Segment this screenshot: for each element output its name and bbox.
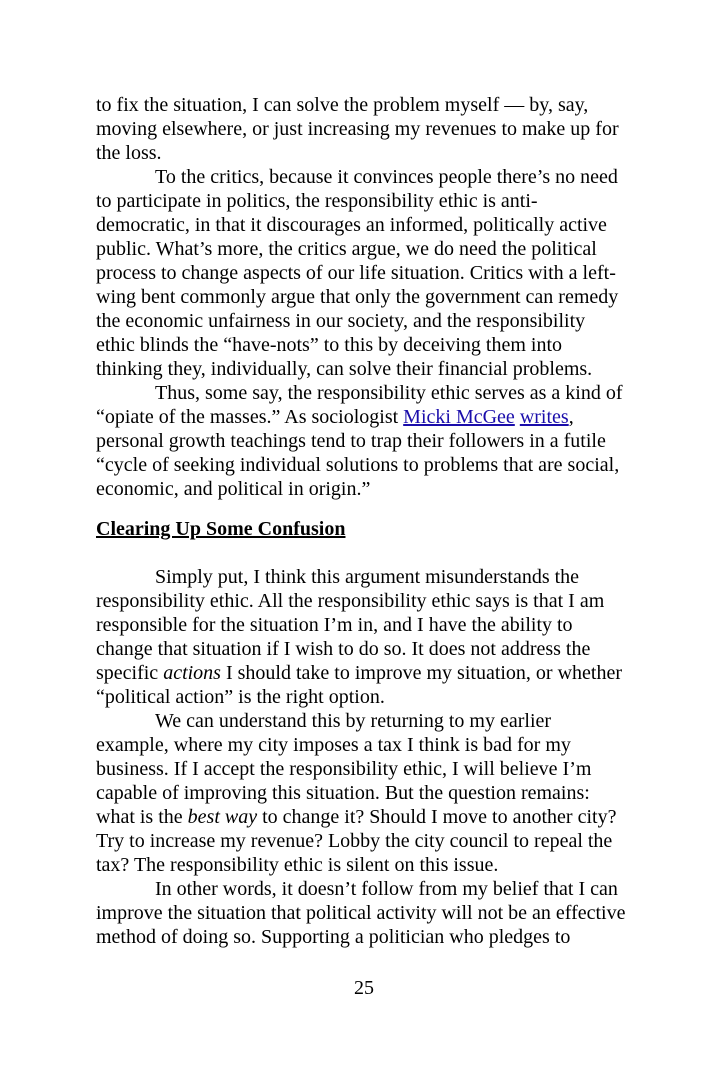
- paragraph-line: to fix the situation, I can solve the problem myself — by, say,: [96, 94, 589, 116]
- paragraph-line: economic, and political in origin.”: [96, 478, 371, 500]
- paragraph-line: Thus, some say, the responsibility ethic serves as a kind of: [155, 382, 623, 404]
- text-span: “opiate of the masses.” As sociologist: [96, 406, 404, 428]
- paragraph-line: wing bent commonly argue that only the government can remedy: [96, 286, 619, 308]
- paragraph-line: example, where my city imposes a tax I think is bad for my: [96, 734, 571, 756]
- text-span: to change it? Should I move to another city?: [257, 806, 617, 828]
- paragraph-line: tax? The responsibility ethic is silent on this issue.: [96, 854, 499, 876]
- paragraph-line: We can understand this by returning to my earlier: [155, 710, 552, 732]
- paragraph-line: In other words, it doesn’t follow from my belief that I can: [155, 878, 618, 900]
- paragraph-line: moving elsewhere, or just increasing my revenues to make up for: [96, 118, 619, 140]
- paragraph-line: “cycle of seeking individual solutions to problems that are social,: [96, 454, 620, 476]
- paragraph-line: responsible for the situation I’m in, and I have the ability to: [96, 614, 573, 636]
- paragraph-line: change that situation if I wish to do so. It does not address the: [96, 638, 591, 660]
- paragraph-line: Try to increase my revenue? Lobby the city council to repeal the: [96, 830, 613, 852]
- paragraph-line: public. What’s more, the critics argue, we do need the political: [96, 238, 597, 260]
- paragraph-line: [96, 405, 636, 429]
- emphasis: actions: [163, 662, 221, 684]
- paragraph-line: “political action” is the right option.: [96, 686, 385, 708]
- paragraph-line: the loss.: [96, 142, 162, 164]
- paragraph-line: Simply put, I think this argument misunderstands the: [155, 566, 580, 588]
- paragraph-line: [96, 805, 636, 829]
- text-span: I should take to improve my situation, or whether: [220, 662, 623, 684]
- paragraph-line: process to change aspects of our life situation. Critics with a left-: [96, 262, 616, 284]
- paragraph-line: democratic, in that it discourages an informed, politically active: [96, 214, 607, 236]
- paragraph-line: To the critics, because it convinces people there’s no need: [155, 166, 618, 188]
- text-span: what is the: [96, 806, 188, 828]
- paragraph-line: ethic blinds the “have-nots” to this by deceiving them into: [96, 334, 563, 356]
- text-span: specific: [96, 662, 164, 684]
- text-span: ,: [568, 406, 574, 428]
- paragraph-line: thinking they, individually, can solve their financial problems.: [96, 358, 593, 380]
- author-link[interactable]: Micki McGee: [403, 406, 515, 428]
- emphasis: best way: [187, 806, 258, 828]
- writes-link[interactable]: writes: [519, 406, 569, 428]
- paragraph-line: business. If I accept the responsibility ethic, I will believe I’m: [96, 758, 592, 780]
- paragraph-line: the economic unfairness in our society, and the responsibility: [96, 310, 586, 332]
- page-number: 25: [354, 977, 374, 999]
- section-heading: Clearing Up Some Confusion: [96, 518, 346, 540]
- paragraph-line: personal growth teachings tend to trap their followers in a futile: [96, 430, 606, 452]
- paragraph-line: responsibility ethic. All the responsibility ethic says is that I am: [96, 590, 605, 612]
- paragraph-line: improve the situation that political activity will not be an effective: [96, 902, 626, 924]
- paragraph-line: method of doing so. Supporting a politician who pledges to: [96, 926, 571, 948]
- paragraph-line: capable of improving this situation. But the question remains:: [96, 782, 590, 804]
- paragraph-line: [96, 661, 636, 685]
- paragraph-line: to participate in politics, the responsibility ethic is anti-: [96, 190, 538, 212]
